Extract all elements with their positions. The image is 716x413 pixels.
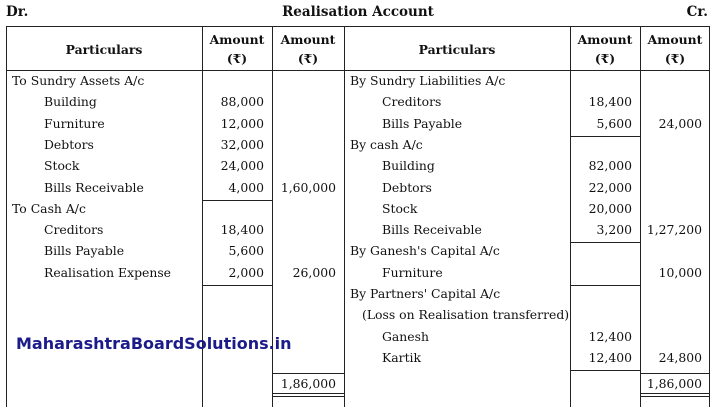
amount-cell: 32,000 <box>220 136 264 152</box>
subtotal-rule <box>570 242 640 243</box>
subtotal-rule <box>202 285 272 286</box>
column-header-particulars: Particulars <box>65 42 143 57</box>
debit-particular: Furniture <box>44 115 105 131</box>
amount-cell: 5,600 <box>596 115 632 131</box>
credit-particular: Kartik <box>382 349 422 365</box>
credit-particular: (Loss on Realisation transferred) <box>362 307 570 323</box>
column-header-amount: Amount <box>577 32 633 47</box>
table-right-border <box>709 26 710 407</box>
total-double-rule <box>640 393 710 394</box>
credit-particular: Building <box>382 158 435 174</box>
column-header-rupee: (₹) <box>664 51 686 66</box>
debit-particular: To Cash A/c <box>12 200 86 216</box>
amount-cell: 2,000 <box>228 264 264 280</box>
total-cell: 10,000 <box>658 264 702 280</box>
column-header-rupee: (₹) <box>226 51 248 66</box>
account-title: Realisation Account <box>282 4 434 20</box>
total-cell: 24,800 <box>658 349 702 365</box>
amount-cell: 12,400 <box>588 349 632 365</box>
total-top-rule <box>640 373 710 374</box>
amount-cell: 3,200 <box>596 222 632 238</box>
credit-particular: Debtors <box>382 179 432 195</box>
credit-grand-total: 1,86,000 <box>646 376 702 391</box>
debit-grand-total: 1,86,000 <box>280 376 336 391</box>
credit-particular: Creditors <box>382 94 442 110</box>
amount-cell: 24,000 <box>220 158 264 174</box>
debit-particular: Creditors <box>44 222 104 238</box>
amount-cell: 12,000 <box>220 115 264 131</box>
total-double-rule <box>272 393 344 394</box>
credit-particular: By Partners' Capital A/c <box>350 286 501 301</box>
subtotal-rule <box>570 136 640 137</box>
header-bottom-border <box>6 70 710 71</box>
amount-cell: 5,600 <box>228 243 264 259</box>
credit-particular: By Sundry Liabilities A/c <box>350 73 506 88</box>
column-header-rupee: (₹) <box>594 51 616 66</box>
amount-cell: 22,000 <box>588 179 632 195</box>
subtotal-rule <box>570 285 640 286</box>
debit-particular: Bills Receivable <box>44 179 144 195</box>
total-cell: 1,60,000 <box>280 179 336 195</box>
debit-particular: Bills Payable <box>44 243 125 259</box>
credit-particular: Bills Payable <box>382 115 463 131</box>
amount-cell: 18,400 <box>220 222 264 238</box>
amount-cell: 82,000 <box>588 158 632 174</box>
column-header-particulars: Particulars <box>418 42 496 57</box>
dr-label: Dr. <box>6 4 29 20</box>
column-header-amount: Amount <box>647 32 703 47</box>
total-double-rule <box>272 396 344 397</box>
column-separator <box>344 26 345 407</box>
debit-particular: To Sundry Assets A/c <box>12 73 145 88</box>
total-cell: 24,000 <box>658 115 702 131</box>
credit-particular: Furniture <box>382 264 443 280</box>
total-top-rule <box>272 373 344 374</box>
debit-particular: Realisation Expense <box>44 264 172 280</box>
debit-particular: Building <box>44 94 97 110</box>
column-header-rupee: (₹) <box>297 51 319 66</box>
column-header-amount: Amount <box>280 32 336 47</box>
table-left-border <box>6 26 7 407</box>
credit-particular: Ganesh <box>382 328 429 344</box>
credit-particular: By cash A/c <box>350 136 423 152</box>
amount-cell: 20,000 <box>588 200 632 216</box>
subtotal-rule <box>570 370 640 371</box>
debit-particular: Debtors <box>44 136 94 152</box>
debit-particular: Stock <box>44 158 80 174</box>
subtotal-rule <box>202 200 272 201</box>
amount-cell: 4,000 <box>228 179 264 195</box>
total-cell: 26,000 <box>292 264 336 280</box>
credit-particular: By Ganesh's Capital A/c <box>350 243 500 259</box>
amount-cell: 18,400 <box>588 94 632 110</box>
total-double-rule <box>640 396 710 397</box>
credit-particular: Stock <box>382 200 418 216</box>
amount-cell: 88,000 <box>220 94 264 110</box>
total-cell: 1,27,200 <box>646 222 702 238</box>
table-top-border <box>6 26 710 27</box>
credit-particular: Bills Receivable <box>382 222 482 238</box>
column-header-amount: Amount <box>209 32 265 47</box>
cr-label: Cr. <box>686 4 708 20</box>
amount-cell: 12,400 <box>588 328 632 344</box>
watermark: MaharashtraBoardSolutions.in <box>16 334 292 353</box>
